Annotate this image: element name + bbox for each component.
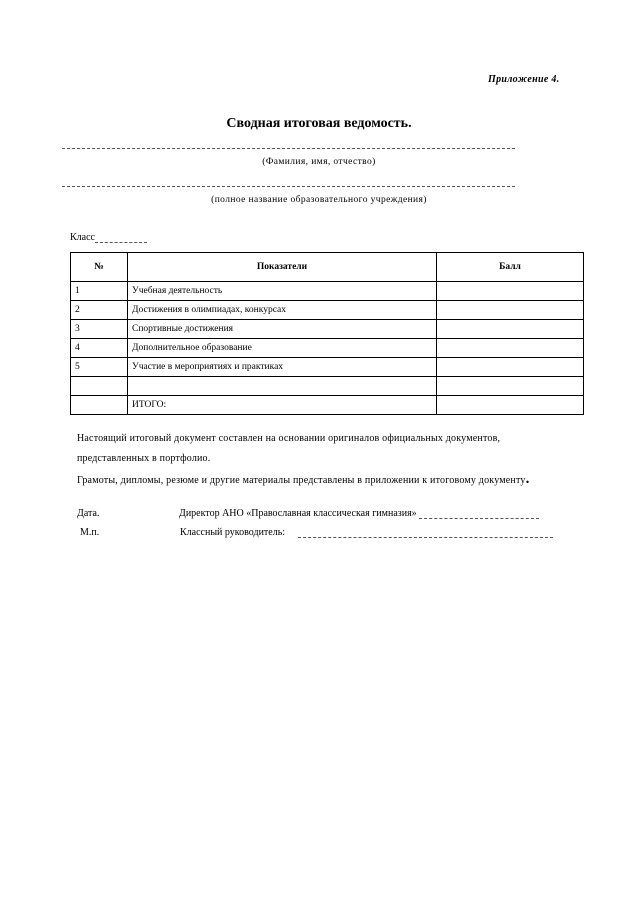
table-row (71, 301, 584, 320)
row-label: Учебная деятельность (128, 282, 437, 301)
row-label: Спортивные достижения (128, 320, 437, 339)
row-label: Дополнительное образование (128, 339, 437, 358)
row-score (437, 358, 584, 377)
paragraph-line-1: Настоящий итоговый документ составлен на основании оригиналов официальных документов, (77, 433, 501, 444)
paragraph-line-3-text: Грамоты, дипломы, резюме и другие материалы представлены в приложении к итоговому документу (77, 475, 526, 486)
class-field (70, 232, 147, 243)
institution-underline (62, 186, 515, 187)
paragraph-line-3-period: . (525, 471, 530, 487)
appendix-label: Приложение 4. (488, 74, 560, 85)
table-row (71, 339, 584, 358)
class-label: Класс (70, 232, 95, 243)
row-label: ИТОГО: (128, 396, 437, 415)
page-title: Сводная итоговая ведомость. (226, 116, 412, 131)
row-number (71, 377, 128, 396)
row-score (437, 301, 584, 320)
table-row (71, 358, 584, 377)
table-row (71, 320, 584, 339)
paragraph-line-3 (77, 471, 530, 488)
row-number: 1 (71, 282, 128, 301)
director-label: Директор АНО «Православная классическая гимназия» (179, 508, 417, 519)
row-score (437, 282, 584, 301)
table-row (71, 396, 584, 415)
director-signature-field (179, 508, 539, 519)
row-number: 2 (71, 301, 128, 320)
row-number (71, 396, 128, 415)
row-number: 4 (71, 339, 128, 358)
table-row (71, 282, 584, 301)
header-score: Балл (437, 253, 584, 282)
institution-caption: (полное название образовательного учреждения) (211, 195, 427, 205)
header-number: № (71, 253, 128, 282)
date-label: Дата. (77, 508, 100, 519)
row-score (437, 320, 584, 339)
row-score (437, 339, 584, 358)
teacher-label: Классный руководитель: (180, 527, 286, 538)
class-underline (95, 233, 147, 243)
name-caption: (Фамилия, имя, отчество) (262, 157, 376, 167)
row-score (437, 377, 584, 396)
row-label: Достижения в олимпиадах, конкурсах (128, 301, 437, 320)
teacher-signature-field (180, 527, 553, 538)
stamp-label: М.п. (80, 527, 100, 538)
summary-table (70, 252, 584, 415)
teacher-signature-line (298, 528, 553, 538)
row-score (437, 396, 584, 415)
paragraph-line-2: представленных в портфолио. (77, 453, 211, 464)
header-indicators: Показатели (128, 253, 437, 282)
director-signature-line (419, 509, 539, 519)
row-label: Участие в мероприятиях и практиках (128, 358, 437, 377)
row-number: 5 (71, 358, 128, 377)
name-underline (62, 148, 515, 149)
table-header-row (71, 253, 584, 282)
table-row (71, 377, 584, 396)
row-number: 3 (71, 320, 128, 339)
row-label (128, 377, 437, 396)
